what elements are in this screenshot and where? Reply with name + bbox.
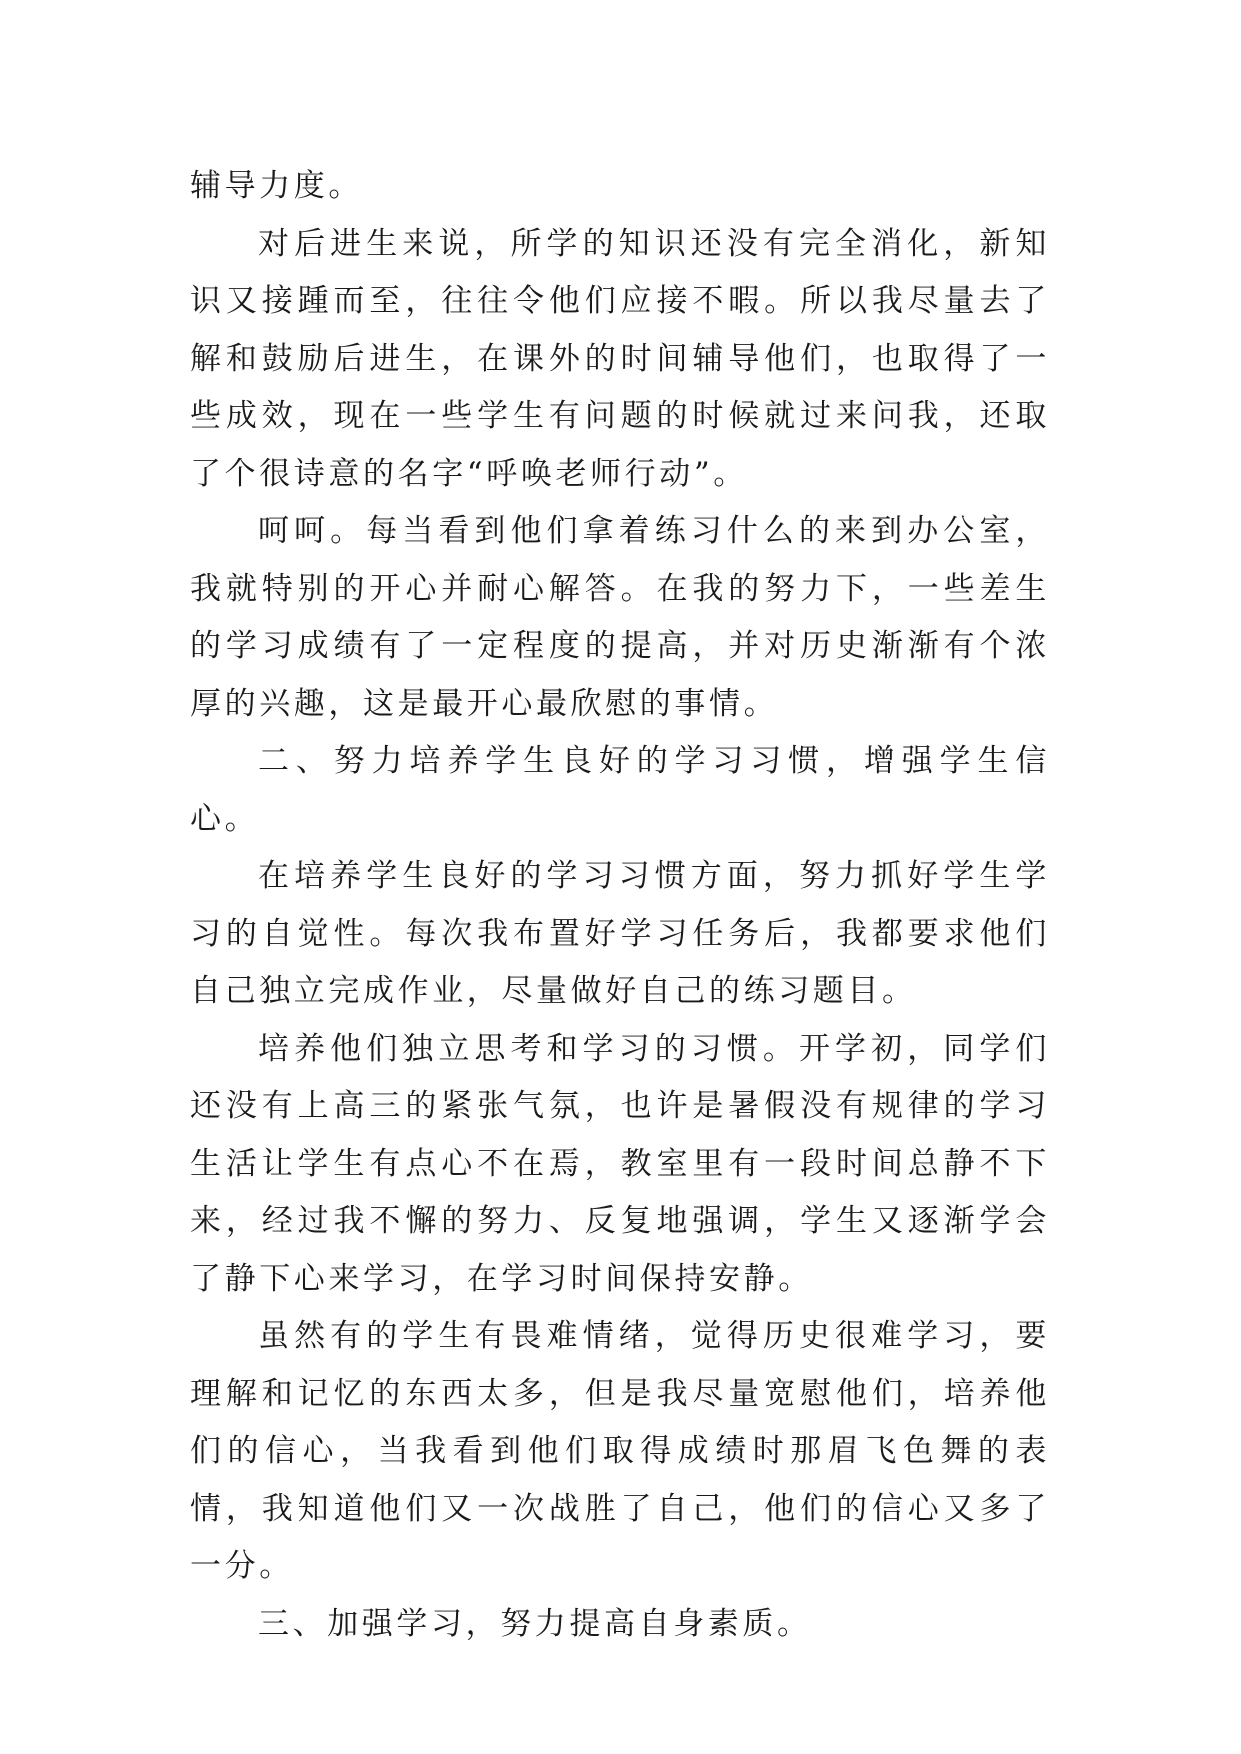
paragraph-continuation: 辅导力度。 — [190, 168, 363, 204]
paragraph-independent-thinking: 培养他们独立思考和学习的习惯。开学初，同学们还没有上高三的紧张气氛，也许是暑假没有规律的学习生活让学生有点心不在焉，教室里有一段时间总静不下来，经过我不懈的努力、反复地强调，学生又逐渐学会了静下心来学习，在学习时间保持安静。 — [190, 1030, 1050, 1297]
paragraph-underachievers: 对后进生来说，所学的知识还没有完全消化，新知识又接踵而至，往往令他们应接不暇。所以我尽量去了解和鼓励后进生，在课外的时间辅导他们，也取得了一些成效，现在一些学生有问题的时候就过来问我，还取了个很诗意的名字“呼唤老师行动”。 — [190, 225, 1050, 492]
paragraph-confidence: 虽然有的学生有畏难情绪，觉得历史很难学习，要理解和记忆的东西太多，但是我尽量宽慰他们，培养他们的信心，当我看到他们取得成绩时那眉飞色舞的表情，我知道他们又一次战胜了自己，他们的信心又多了一分。 — [190, 1318, 1050, 1584]
section-heading-self-improvement: 三、加强学习，努力提高自身素质。 — [258, 1605, 812, 1642]
document-body — [190, 158, 1050, 1653]
paragraph-office-help: 呵呵。每当看到他们拿着练习什么的来到办公室，我就特别的开心并耐心解答。在我的努力下，一些差生的学习成绩有了一定程度的提高，并对历史渐渐有个浓厚的兴趣，这是最开心最欣慰的事情。 — [190, 513, 1050, 722]
paragraph-self-discipline: 在培养学生良好的学习习惯方面，努力抓好学生学习的自觉性。每次我布置好学习任务后，我都要求他们自己独立完成作业，尽量做好自己的练习题目。 — [190, 858, 1050, 1009]
section-heading-study-habits: 二、努力培养学生良好的学习习惯，增强学生信心。 — [190, 743, 1050, 837]
